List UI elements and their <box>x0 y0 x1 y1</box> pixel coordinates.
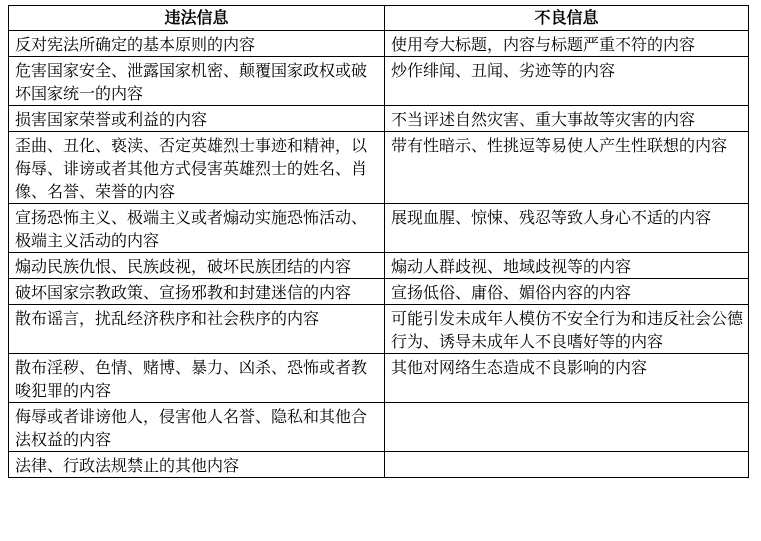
table-row <box>9 452 749 478</box>
table-cell-illegal: 歪曲、丑化、亵渎、否定英雄烈士事迹和精神，以侮辱、诽谤或者其他方式侵害英雄烈士的姓名、肖像、名誉、荣誉的内容 <box>9 132 385 204</box>
table-cell-illegal: 反对宪法所确定的基本原则的内容 <box>9 31 385 57</box>
table-header-row <box>9 6 749 31</box>
table-cell-illegal: 宣扬恐怖主义、极端主义或者煽动实施恐怖活动、极端主义活动的内容 <box>9 204 385 253</box>
table-cell-harmful: 不当评述自然灾害、重大事故等灾害的内容 <box>385 106 749 132</box>
table-row <box>9 305 749 354</box>
table-cell-illegal: 煽动民族仇恨、民族歧视，破坏民族团结的内容 <box>9 253 385 279</box>
table-row <box>9 403 749 452</box>
table-cell-illegal: 破坏国家宗教政策、宣扬邪教和封建迷信的内容 <box>9 279 385 305</box>
column-header-illegal-info: 违法信息 <box>9 6 385 31</box>
table-row <box>9 253 749 279</box>
table-cell-harmful: 宣扬低俗、庸俗、媚俗内容的内容 <box>385 279 749 305</box>
table-cell-illegal: 损害国家荣誉或利益的内容 <box>9 106 385 132</box>
table-row <box>9 204 749 253</box>
table-cell-harmful: 展现血腥、惊悚、残忍等致人身心不适的内容 <box>385 204 749 253</box>
table-cell-harmful: 可能引发未成年人模仿不安全行为和违反社会公德行为、诱导未成年人不良嗜好等的内容 <box>385 305 749 354</box>
table-cell-harmful: 煽动人群歧视、地域歧视等的内容 <box>385 253 749 279</box>
table-cell-illegal: 法律、行政法规禁止的其他内容 <box>9 452 385 478</box>
table-cell-harmful: 带有性暗示、性挑逗等易使人产生性联想的内容 <box>385 132 749 204</box>
table-row <box>9 354 749 403</box>
table-cell-harmful <box>385 452 749 478</box>
content-table <box>8 5 749 478</box>
table-row <box>9 106 749 132</box>
table-cell-harmful: 其他对网络生态造成不良影响的内容 <box>385 354 749 403</box>
table-cell-illegal: 危害国家安全、泄露国家机密、颠覆国家政权或破坏国家统一的内容 <box>9 57 385 106</box>
table-cell-harmful: 使用夸大标题，内容与标题严重不符的内容 <box>385 31 749 57</box>
table-row <box>9 279 749 305</box>
table-cell-harmful: 炒作绯闻、丑闻、劣迹等的内容 <box>385 57 749 106</box>
table-row <box>9 31 749 57</box>
table-cell-harmful <box>385 403 749 452</box>
table-row <box>9 132 749 204</box>
table-cell-illegal: 散布谣言，扰乱经济秩序和社会秩序的内容 <box>9 305 385 354</box>
table-cell-illegal: 侮辱或者诽谤他人，侵害他人名誉、隐私和其他合法权益的内容 <box>9 403 385 452</box>
table-row <box>9 57 749 106</box>
column-header-harmful-info: 不良信息 <box>385 6 749 31</box>
table-cell-illegal: 散布淫秽、色情、赌博、暴力、凶杀、恐怖或者教唆犯罪的内容 <box>9 354 385 403</box>
